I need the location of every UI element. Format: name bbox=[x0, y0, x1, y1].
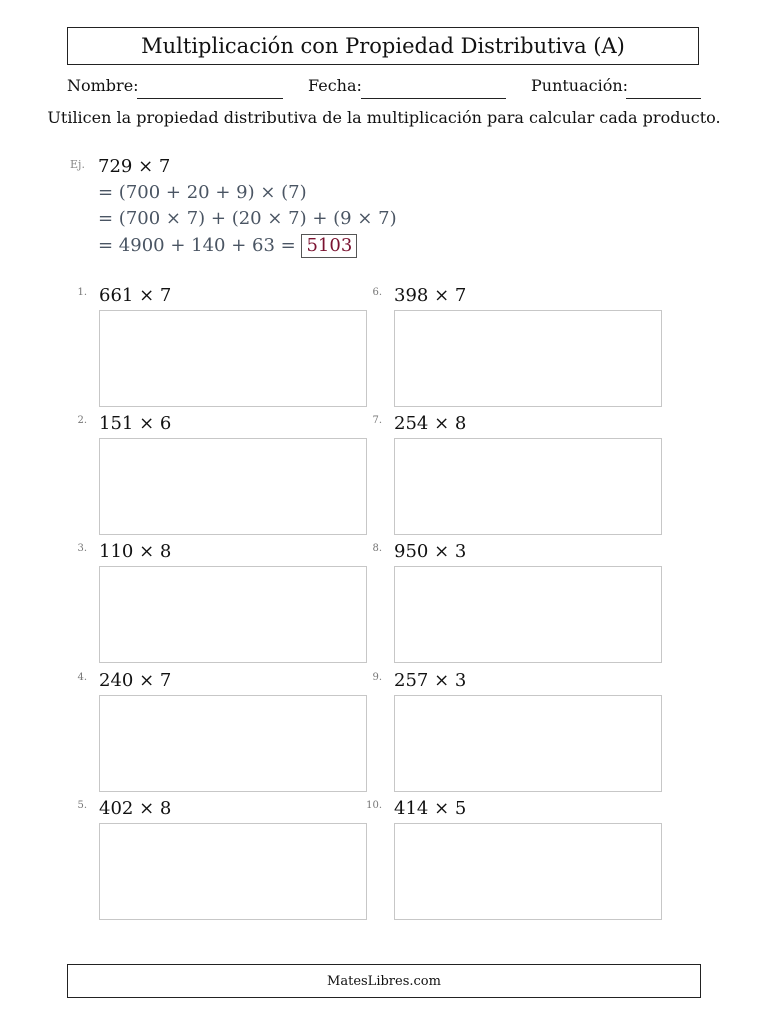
problem-text: 398 × 7 bbox=[394, 285, 467, 306]
problem-number: 3. bbox=[77, 543, 87, 554]
worksheet-title: Multiplicación con Propiedad Distributiva (A) bbox=[67, 27, 699, 65]
problem-number: 5. bbox=[77, 800, 87, 811]
problem-number: 9. bbox=[372, 672, 382, 683]
problem-number: 10. bbox=[366, 800, 382, 811]
date-label: Fecha: bbox=[308, 76, 362, 95]
example-answer: 5103 bbox=[301, 234, 357, 258]
problem-text: 402 × 8 bbox=[99, 798, 172, 819]
answer-box[interactable] bbox=[99, 566, 367, 663]
problem-text: 950 × 3 bbox=[394, 541, 467, 562]
example-problem: 729 × 7 bbox=[98, 156, 171, 177]
example-step-1: = (700 + 20 + 9) × (7) bbox=[98, 182, 307, 203]
problem-number: 7. bbox=[372, 415, 382, 426]
problem-number: 4. bbox=[77, 672, 87, 683]
answer-box[interactable] bbox=[394, 823, 662, 920]
instructions: Utilicen la propiedad distributiva de la multiplicación para calcular cada producto. bbox=[47, 108, 721, 127]
example-step-3 bbox=[98, 234, 357, 258]
problem-text: 257 × 3 bbox=[394, 670, 467, 691]
problem-text: 110 × 8 bbox=[99, 541, 172, 562]
example-step-2: = (700 × 7) + (20 × 7) + (9 × 7) bbox=[98, 208, 397, 229]
answer-box[interactable] bbox=[99, 823, 367, 920]
date-line bbox=[361, 98, 506, 99]
example-label: Ej. bbox=[70, 158, 85, 171]
answer-box[interactable] bbox=[99, 695, 367, 792]
problem-text: 240 × 7 bbox=[99, 670, 172, 691]
problem-text: 151 × 6 bbox=[99, 413, 172, 434]
problem-number: 2. bbox=[77, 415, 87, 426]
info-row bbox=[67, 76, 701, 102]
score-label: Puntuación: bbox=[531, 76, 629, 95]
problem-number: 8. bbox=[372, 543, 382, 554]
name-label: Nombre: bbox=[67, 76, 139, 95]
answer-box[interactable] bbox=[99, 438, 367, 535]
answer-box[interactable] bbox=[394, 438, 662, 535]
score-line bbox=[626, 98, 701, 99]
problem-text: 661 × 7 bbox=[99, 285, 172, 306]
problem-text: 254 × 8 bbox=[394, 413, 467, 434]
problem-text: 414 × 5 bbox=[394, 798, 467, 819]
footer: MatesLibres.com bbox=[67, 964, 701, 998]
answer-box[interactable] bbox=[99, 310, 367, 407]
name-line bbox=[137, 98, 283, 99]
answer-box[interactable] bbox=[394, 695, 662, 792]
problem-number: 6. bbox=[372, 287, 382, 298]
answer-box[interactable] bbox=[394, 566, 662, 663]
answer-box[interactable] bbox=[394, 310, 662, 407]
problem-number: 1. bbox=[77, 287, 87, 298]
example-step-3-text: = 4900 + 140 + 63 = bbox=[98, 235, 296, 256]
